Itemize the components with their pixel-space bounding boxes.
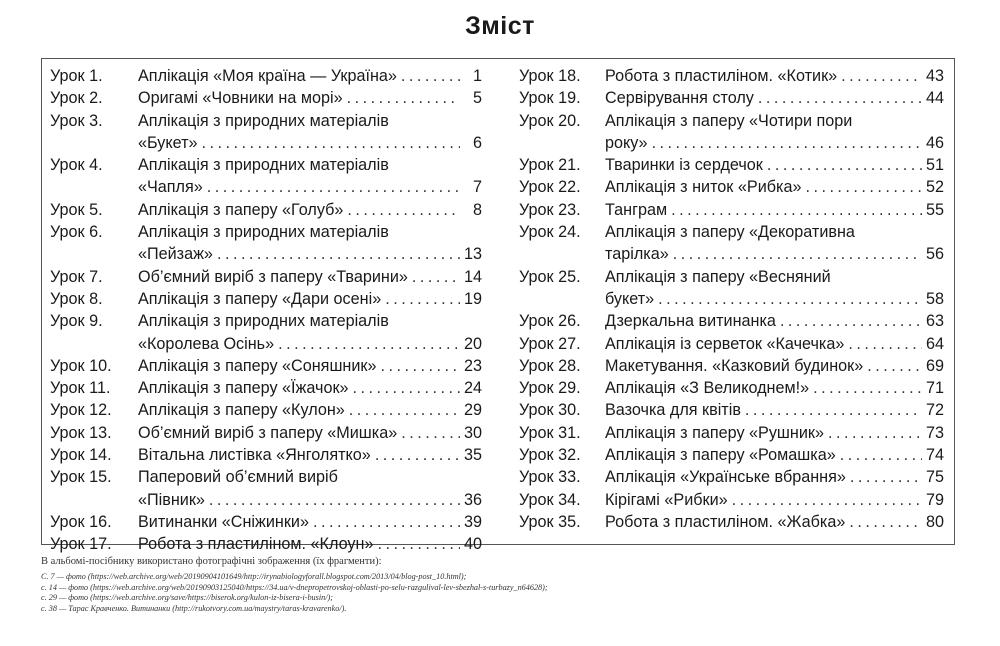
toc-entry: [50, 399, 482, 421]
credit-line: с. 38 — Тарас Кравченко. Витинанки (http://rukotvory.com.ua/maystry/taras-kravarenko/).: [41, 603, 347, 613]
toc-entry-line: [50, 489, 482, 511]
page-number: 58: [925, 289, 944, 308]
toc-entry: [519, 511, 944, 533]
toc-entry: [519, 355, 944, 377]
lesson-number: Урок 16.: [50, 512, 112, 531]
lesson-title: Аплікація з паперу «Кулон»: [138, 401, 345, 420]
toc-entry: [519, 444, 944, 466]
lesson-title: Аплікація «Моя країна — Україна»: [138, 67, 397, 85]
toc-entry: [50, 422, 482, 444]
page-number: 72: [925, 401, 944, 420]
lesson-title: Аплікація «Українське вбрання»: [605, 468, 846, 487]
dot-leader: [813, 377, 922, 399]
toc-entry-line: [519, 489, 944, 511]
toc-entry-line: [519, 176, 944, 198]
page-number: 14: [463, 267, 482, 286]
lesson-title: Об’ємний виріб з паперу «Тварини»: [138, 267, 408, 286]
credits-list: [41, 572, 955, 614]
toc-entry-line: [519, 199, 944, 221]
toc-entry-line: [519, 243, 944, 265]
toc-entry-line: [519, 466, 944, 488]
lesson-number: Урок 30.: [519, 401, 581, 420]
toc-entry-line: [50, 199, 482, 221]
lesson-title: Аплікація з паперу «Чотири пори: [605, 111, 853, 130]
page-number: 79: [925, 490, 944, 509]
toc-entry-line: [50, 221, 482, 243]
toc-entry-line: [50, 444, 482, 466]
toc-entry: [519, 377, 944, 399]
toc-entry: [519, 176, 944, 198]
lesson-number: Урок 26.: [519, 312, 581, 331]
lesson-number: Урок 5.: [50, 200, 103, 219]
lesson-title: Витинанки «Сніжинки»: [138, 512, 309, 531]
toc-entry: [50, 110, 482, 155]
dot-leader: [758, 87, 922, 109]
table-of-contents: [41, 58, 955, 554]
lesson-number: Урок 28.: [519, 356, 581, 375]
page-number: 51: [925, 156, 944, 175]
toc-entry: [519, 399, 944, 421]
page-number: 7: [472, 178, 482, 197]
dot-leader: [780, 310, 922, 332]
lesson-number: Урок 32.: [519, 446, 581, 465]
lesson-number: Урок 33.: [519, 468, 581, 487]
lesson-title-continued: «Букет»: [138, 133, 198, 152]
lesson-title: Аплікація з природних матеріалів: [138, 156, 389, 175]
credit-line: С. 7 — фото (https://web.archive.org/web/20190904101649/http://irynabiologyforall.blogspot.com/2013/04/blog-post_10.html);: [41, 572, 467, 581]
lesson-number: Урок 20.: [519, 111, 581, 130]
lesson-title: Об’ємний виріб з паперу «Мишка»: [138, 423, 398, 442]
toc-entry: [50, 355, 482, 377]
page-number: 69: [925, 356, 944, 375]
toc-entry: [519, 65, 944, 87]
dot-leader: [841, 65, 922, 87]
lesson-title: Аплікація з паперу «Ромашка»: [605, 446, 836, 465]
lesson-title-continued: «Півник»: [138, 490, 205, 509]
dot-leader: [671, 199, 922, 221]
lesson-title: Тваринки із сердечок: [605, 156, 763, 175]
toc-entry-line: [519, 355, 944, 377]
lesson-number: Урок 35.: [519, 512, 581, 531]
toc-entry-line: [50, 533, 482, 555]
dot-leader: [207, 176, 460, 198]
dot-leader: [652, 132, 922, 154]
lesson-number: Урок 31.: [519, 423, 581, 442]
lesson-number: Урок 27.: [519, 334, 581, 353]
toc-entry-line: [519, 154, 944, 176]
lesson-number: Урок 21.: [519, 156, 581, 175]
lesson-title: Аплікація з паперу «Декоративна: [605, 223, 855, 242]
toc-entry-line: [50, 243, 482, 265]
toc-entry-line: [519, 310, 944, 332]
toc-entry: [50, 466, 482, 511]
dot-leader: [349, 399, 460, 421]
toc-entry: [50, 154, 482, 199]
dot-leader: [849, 511, 922, 533]
lesson-number: Урок 1.: [50, 67, 103, 85]
lesson-title: Аплікація з природних матеріалів: [138, 312, 389, 331]
lesson-title: Робота з пластиліном. «Клоун»: [138, 535, 374, 554]
lesson-title-continued: букет»: [605, 289, 655, 308]
dot-leader: [867, 355, 922, 377]
toc-entry: [519, 310, 944, 332]
dot-leader: [840, 444, 922, 466]
lesson-title: Аплікація з паперу «Їжачок»: [138, 379, 349, 398]
page-number: 56: [925, 245, 944, 264]
lesson-number: Урок 14.: [50, 446, 112, 465]
lesson-title: Кірігамі «Рибки»: [605, 490, 728, 509]
page-number: 43: [925, 67, 944, 85]
lesson-title: Танграм: [605, 200, 668, 219]
dot-leader: [209, 489, 460, 511]
page-number: 46: [925, 133, 944, 152]
toc-entry-line: [519, 511, 944, 533]
toc-entry: [50, 310, 482, 355]
lesson-number: Урок 13.: [50, 423, 112, 442]
lesson-title: Робота з пластиліном. «Котик»: [605, 67, 838, 85]
lesson-title-continued: «Чапля»: [138, 178, 203, 197]
page-number: 64: [925, 334, 944, 353]
lesson-number: Урок 3.: [50, 111, 103, 130]
credit-line: с. 29 — фото (https://web.archive.org/save/https://biserok.org/kulon-iz-bisera-i-busin/);: [41, 593, 333, 603]
page-number: 63: [925, 312, 944, 331]
lesson-number: Урок 10.: [50, 356, 112, 375]
toc-entry-line: [50, 87, 482, 109]
page-number: 74: [925, 446, 944, 465]
dot-leader: [347, 199, 460, 221]
page-number: 44: [925, 89, 944, 108]
dot-leader: [377, 533, 460, 555]
toc-entry-line: [519, 132, 944, 154]
page-number: 6: [472, 133, 482, 152]
lesson-title: Аплікація з паперу «Весняний: [605, 267, 831, 286]
dot-leader: [805, 176, 922, 198]
toc-entry-line: [50, 466, 482, 488]
toc-entry-line: [50, 154, 482, 176]
dot-leader: [313, 511, 460, 533]
lesson-number: Урок 17.: [50, 535, 112, 554]
page-number: 30: [463, 423, 482, 442]
page-number: 8: [472, 200, 482, 219]
toc-entry: [519, 199, 944, 221]
page-number: 39: [463, 512, 482, 531]
dot-leader: [850, 466, 922, 488]
lesson-title: Аплікація з паперу «Рушник»: [605, 423, 824, 442]
toc-entry-line: [50, 310, 482, 332]
toc-entry: [50, 221, 482, 266]
page-number: 13: [463, 245, 482, 264]
page-number: 55: [925, 200, 944, 219]
toc-left-column: [50, 65, 482, 556]
lesson-title: Аплікація з паперу «Соняшник»: [138, 356, 377, 375]
credits-heading: В альбомі-посібнику використано фотографічні зображення (їх фрагменти):: [41, 556, 382, 567]
lesson-title: Оригамі «Човники на морі»: [138, 89, 343, 108]
toc-entry: [50, 377, 482, 399]
toc-entry-line: [50, 355, 482, 377]
toc-entry-line: [50, 377, 482, 399]
lesson-title: Аплікація з паперу «Голуб»: [138, 200, 344, 219]
toc-entry: [519, 221, 944, 266]
page-number: 71: [925, 379, 944, 398]
lesson-number: Урок 22.: [519, 178, 581, 197]
lesson-title: Аплікація з природних матеріалів: [138, 111, 389, 130]
toc-entry-line: [50, 176, 482, 198]
page-number: 29: [463, 401, 482, 420]
dot-leader: [673, 243, 922, 265]
toc-entry: [519, 489, 944, 511]
dot-leader: [401, 422, 460, 444]
page-number: 52: [925, 178, 944, 197]
lesson-number: Урок 29.: [519, 379, 581, 398]
page-number: 35: [463, 446, 482, 465]
lesson-number: Урок 15.: [50, 468, 112, 487]
lesson-number: Урок 24.: [519, 223, 581, 242]
dot-leader: [848, 333, 922, 355]
dot-leader: [412, 266, 460, 288]
toc-entry-line: [519, 444, 944, 466]
toc-entry-line: [519, 221, 944, 243]
lesson-title: Аплікація з ниток «Рибка»: [605, 178, 802, 197]
toc-entry-line: [519, 377, 944, 399]
toc-entry: [50, 65, 482, 87]
lesson-number: Урок 12.: [50, 401, 112, 420]
toc-entry: [519, 266, 944, 311]
toc-entry-line: [519, 399, 944, 421]
dot-leader: [401, 65, 460, 87]
dot-leader: [202, 132, 460, 154]
toc-entry-line: [50, 266, 482, 288]
toc-entry: [50, 444, 482, 466]
lesson-title-continued: «Пейзаж»: [138, 245, 213, 264]
page-number: 80: [925, 512, 944, 531]
page-number: 23: [463, 356, 482, 375]
page-number: 5: [472, 89, 482, 108]
lesson-number: Урок 19.: [519, 89, 581, 108]
lesson-number: Урок 11.: [50, 379, 111, 398]
lesson-title: Аплікація із серветок «Качечка»: [605, 334, 845, 353]
dot-leader: [347, 87, 460, 109]
toc-entry: [50, 266, 482, 288]
lesson-title: Сервірування столу: [605, 89, 754, 108]
toc-entry: [519, 466, 944, 488]
lesson-title: Вазочка для квітів: [605, 401, 741, 420]
page-number: 40: [463, 535, 482, 554]
page-title: Зміст: [465, 12, 535, 40]
lesson-title: Дзеркальна витинанка: [605, 312, 776, 331]
dot-leader: [658, 288, 922, 310]
page-number: 73: [925, 423, 944, 442]
toc-entry-line: [519, 333, 944, 355]
lesson-title: Макетування. «Казковий будинок»: [605, 356, 864, 375]
dot-leader: [385, 288, 460, 310]
toc-entry-line: [50, 399, 482, 421]
photo-credits: [41, 555, 955, 614]
toc-entry: [519, 87, 944, 109]
toc-right-column: [519, 65, 944, 533]
lesson-title: Вітальна листівка «Янголятко»: [138, 446, 371, 465]
toc-entry-line: [50, 511, 482, 533]
lesson-title: Аплікація з паперу «Дари осені»: [138, 289, 382, 308]
lesson-title: Робота з пластиліном. «Жабка»: [605, 512, 846, 531]
page-number: 19: [463, 289, 482, 308]
toc-entry-line: [519, 65, 944, 87]
lesson-number: Урок 8.: [50, 289, 103, 308]
dot-leader: [353, 377, 460, 399]
toc-entry-line: [519, 288, 944, 310]
toc-entry-line: [50, 65, 482, 87]
toc-entry-line: [519, 110, 944, 132]
toc-entry-line: [50, 422, 482, 444]
dot-leader: [745, 399, 922, 421]
lesson-number: Урок 18.: [519, 67, 581, 85]
toc-entry: [50, 199, 482, 221]
toc-entry-line: [519, 266, 944, 288]
lesson-number: Урок 23.: [519, 200, 581, 219]
lesson-number: Урок 34.: [519, 490, 581, 509]
page-number: 24: [463, 379, 482, 398]
toc-entry: [50, 511, 482, 533]
lesson-number: Урок 25.: [519, 267, 581, 286]
toc-entry: [519, 333, 944, 355]
page-number: 75: [925, 468, 944, 487]
toc-entry: [50, 87, 482, 109]
lesson-title: Аплікація «З Великоднем!»: [605, 379, 810, 398]
toc-entry: [50, 533, 482, 555]
lesson-number: Урок 6.: [50, 223, 103, 242]
credit-line: с. 14 — фото (https://web.archive.org/web/20190903125040/https://34.ua/v-dnepropetrovskoj-oblasti-po-selu-razgulival-lev-sbezhal-s-turbazy_n64628);: [41, 582, 548, 592]
toc-entry-line: [50, 132, 482, 154]
toc-entry: [519, 154, 944, 176]
toc-entry-line: [50, 333, 482, 355]
toc-entry: [50, 288, 482, 310]
lesson-number: Урок 9.: [50, 312, 103, 331]
lesson-title-continued: тарілка»: [605, 245, 669, 264]
lesson-number: Урок 4.: [50, 156, 103, 175]
toc-entry-line: [50, 288, 482, 310]
dot-leader: [767, 154, 922, 176]
dot-leader: [217, 243, 460, 265]
dot-leader: [828, 422, 922, 444]
lesson-title: Паперовий об’ємний виріб: [138, 468, 338, 487]
dot-leader: [381, 355, 460, 377]
dot-leader: [278, 333, 460, 355]
toc-entry-line: [519, 87, 944, 109]
toc-entry: [519, 422, 944, 444]
lesson-number: Урок 7.: [50, 267, 103, 286]
toc-entry-line: [519, 422, 944, 444]
dot-leader: [375, 444, 460, 466]
page-number: 20: [463, 334, 482, 353]
page-number: 36: [463, 490, 482, 509]
page-number: 1: [472, 67, 482, 85]
lesson-title: Аплікація з природних матеріалів: [138, 223, 389, 242]
lesson-number: Урок 2.: [50, 89, 103, 108]
lesson-title-continued: року»: [605, 133, 648, 152]
toc-entry-line: [50, 110, 482, 132]
lesson-title-continued: «Королева Осінь»: [138, 334, 275, 353]
toc-entry: [519, 110, 944, 155]
dot-leader: [732, 489, 922, 511]
